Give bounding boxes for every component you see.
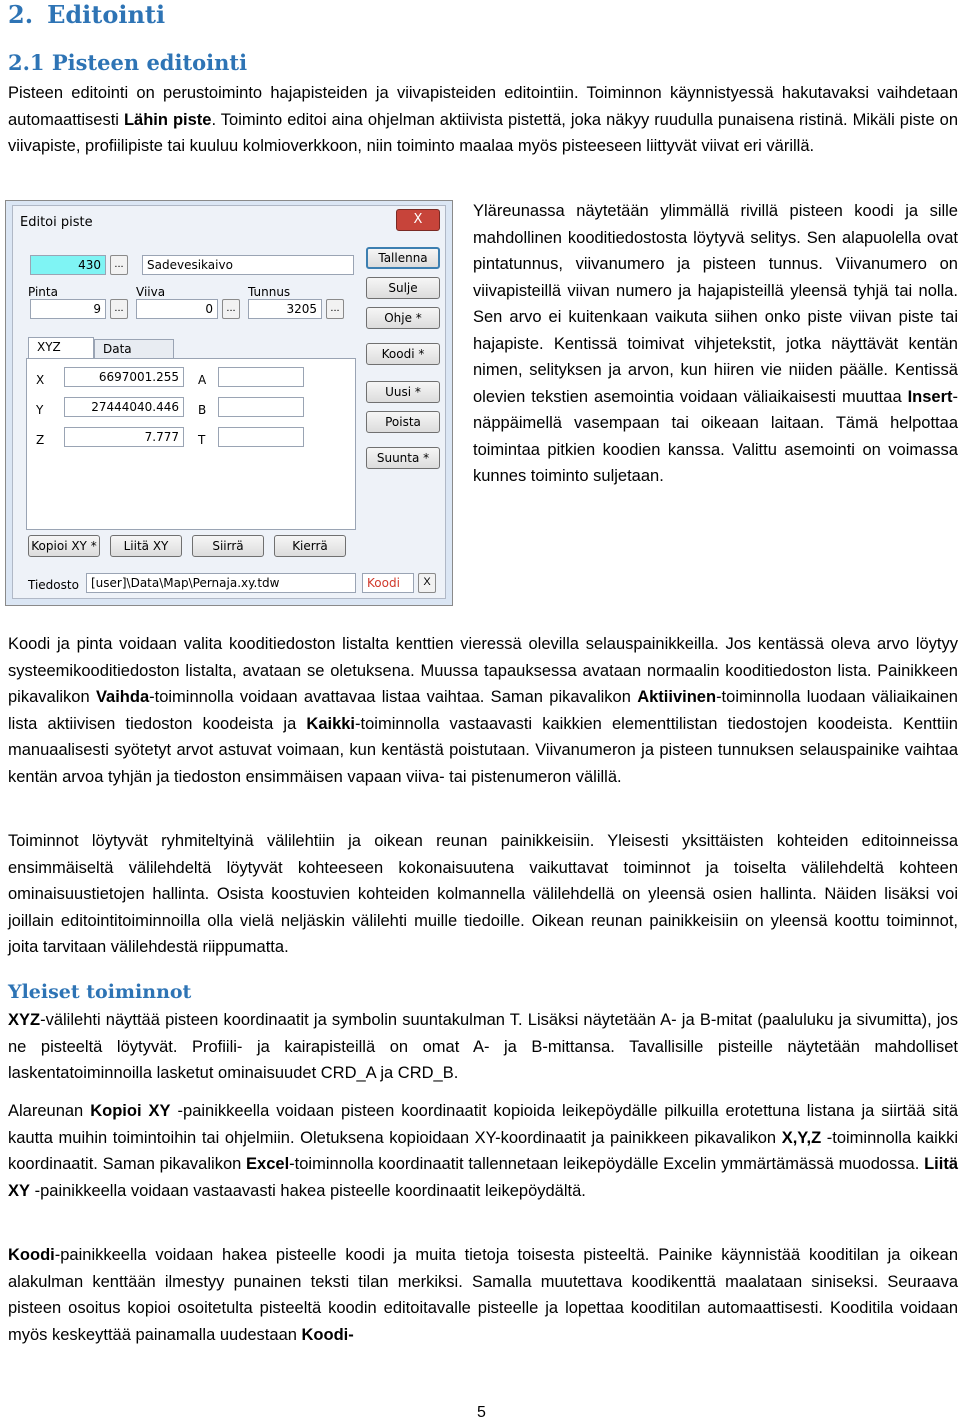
side-paragraph: Yläreunassa näytetään ylimmällä rivillä pisteen koodi ja sille mahdollinen kooditiedostosta löytyvä selitys. Sen alapuolella ovat pintatunnus, viivanumero ja pisteen tunnus. Viivanumero on viivapisteillä viivan numero ja hajapisteillä yleensä tyhjä tai nolla. Sen arvo ei kuitenkaan vaikuta siihen onko piste viivan piste tai hajapiste. Kentissä toimivat vihjetekstit, jotka näyttävät kentän nimen, selityksen ja arvon, kun hiiren vie niiden päälle. Kentissä olevien tekstien asemointia voidaan väliaikaisesti muuttaa Insert-näppäimellä vasempaan tai oikeaan laitaan. Tämä helpottaa toimintaa pitkien koodien kanssa. Valittu asemointi on voimassa kunnes toiminto suljetaan. [473, 202, 958, 485]
paragraph-code-selection: Koodi ja pinta voidaan valita kooditiedoston listalta kenttien vieressä olevilla selauspainikkeilla. Jos kentässä oleva arvo löytyy systeemikooditiedoston listalta, avataan se oletuksena. Muussa tapauksessa avataan normaalin kooditiedoston lista. Painikkeen pikavalikon Vaihda-toiminnolla voidaan avattavaa listaa vaihtaa. Saman pikavalikon Aktiivinen-toiminnolla luodaan väliaikainen lista aktiivisen tiedoston koodeista ja Kaikki-toiminnolla vastaavasti kaikkien elementtilistan tiedostojen koodeista. Kenttiin manuaalisesti syötetyt arvot astuvat voimaan, kun kentästä poistutaan. Viivanumeron ja pisteen tunnuksen selauspainike vaihtaa kentän arvoa tyhjän ja tiedoston ensimmäisen vapaan viiva- tai pistenumeron välillä. [8, 635, 958, 786]
direction-button[interactable]: Suunta * [366, 447, 440, 469]
z-label: Z [36, 433, 45, 447]
clear-mode-button[interactable]: X [418, 573, 436, 593]
page-number: 5 [477, 1404, 486, 1421]
y-input[interactable]: 27444040.446 [64, 397, 184, 417]
b-input[interactable] [218, 397, 304, 417]
dialog-title: Editoi piste [20, 215, 93, 230]
t-input[interactable] [218, 427, 304, 447]
tab-xyz[interactable]: XYZ [28, 337, 94, 359]
paragraph-code-button: Koodi-painikkeella voidaan hakea pisteelle koodi ja muita tietoja toisesta pisteeltä. Painike käynnistää kooditilan ja oikean alakulman kenttään ilmestyy punainen teksti tilan merkiksi. Samalla muutettava koodikenttä maalataan siniseksi. Seuraava pisteen osoitus kopioi osoitetulta pisteeltä koodin editoitavalle pisteelle ja lopettaa kooditilan automaattisesti. Kooditila voidaan myös keskeyttää painamalla uudestaan Koodi- [8, 1246, 958, 1344]
paragraph-xyz: XYZ-välilehti näyttää pisteen koordinaatit ja symbolin suuntakulman T. Lisäksi näytetään A- ja B-mitat (paaluluku ja sivumitta), jos ne pisteeltä löytyvät. Profiili- ja kairapisteillä on omat A- ja B-mittansa. Tavallisille pisteille näytetään mahdolliset laskentatoiminnoilla lasketut ominaisuudet CRD_A ja CRD_B. [8, 1011, 958, 1082]
x-input[interactable]: 6697001.255 [64, 367, 184, 387]
mode-indicator: Koodi [362, 573, 414, 593]
x-label: X [36, 373, 45, 387]
paragraph-copy-xy: Alareunan Kopioi XY -painikkeella voidaan pisteen koordinaatit kopioida leikepöydälle pilkuilla erotettuna listana ja siirtää sitä kautta muihin toimintoihin tai ohjelmiin. Oletuksena kopioidaan XY-koordinaatit ja painikkeen pikavalikon X,Y,Z -toiminnolla kaikki koordinaatit. Saman pikavalikon Excel-toiminnolla koordinaatit tallennetaan leikepöydälle Excelin ymmärtämässä muodossa. Liitä XY -painikkeella voidaan vastaavasti hakea pisteelle koordinaatit leikepöydältä. [8, 1102, 958, 1200]
tunnus-browse-button[interactable]: ... [326, 299, 344, 319]
viiva-input[interactable]: 0 [136, 299, 218, 319]
paragraph-tabs: Toiminnot löytyvät ryhmiteltyinä välilehtiin ja oikean reunan painikkeisiin. Yleisesti yksittäisten kohteiden editoinneissa ensimmäiseltä välilehdeltä löytyvät kohteeseen kokonaisuutena vaikuttavat toiminnot ja toiselta välilehdeltä kohteen ominaisuustietojen hallinta. Osista koostuvien kohteiden kolmannella välilehdellä on yleensä osien hallinta. Näiden lisäksi voi joillain editointitoiminnoilla olla vielä neljäskin välilehti muille tiedoille. Oikean reunan painikkeisiin on yleensä koottu toiminnot, joita tarvitaan välilehdestä riippumatta. [8, 832, 958, 956]
chapter-title: Editointi [47, 0, 166, 29]
rotate-button[interactable]: Kierrä [274, 535, 346, 557]
close-button[interactable]: Sulje [366, 277, 440, 299]
chapter-heading [8, 0, 179, 29]
tunnus-input[interactable]: 3205 [248, 299, 322, 319]
close-icon[interactable]: X [396, 209, 440, 231]
code-browse-button[interactable]: ... [110, 255, 128, 275]
code-button[interactable]: Koodi * [366, 343, 440, 365]
code-input[interactable]: 430 [30, 255, 106, 275]
b-label: B [198, 403, 207, 417]
tab-data[interactable]: Data [94, 339, 174, 361]
subsection-heading: Yleiset toiminnot [8, 981, 192, 1003]
code-description: Sadevesikaivo [142, 255, 354, 275]
paste-xy-button[interactable]: Liitä XY [110, 535, 182, 557]
y-label: Y [36, 403, 44, 417]
a-input[interactable] [218, 367, 304, 387]
chapter-number: 2. [8, 0, 34, 29]
file-path: [user]\Data\Map\Pernaja.xy.tdw [86, 573, 356, 593]
intro-paragraph: Pisteen editointi on perustoiminto hajapisteiden ja viivapisteiden editointiin. Toiminnon käynnistyessä hakutavaksi vaihdetaan automaattisesti Lähin piste. Toiminto editoi aina ohjelman aktiivista pistettä, joka näkyy ruudulla punaisena ristinä. Mikäli piste on viivapiste, profiilipiste tai kuuluu kolmioverkkoon, niin toiminto maalaa myös pisteeseen liittyvät viivat eri värillä. [8, 84, 958, 155]
z-input[interactable]: 7.777 [64, 427, 184, 447]
tunnus-label: Tunnus [248, 285, 291, 299]
pinta-browse-button[interactable]: ... [110, 299, 128, 319]
help-button[interactable]: Ohje * [366, 307, 440, 329]
file-label: Tiedosto [28, 578, 79, 592]
pinta-input[interactable]: 9 [30, 299, 106, 319]
move-button[interactable]: Siirrä [192, 535, 264, 557]
edit-point-dialog [5, 200, 453, 606]
a-label: A [198, 373, 207, 387]
viiva-label: Viiva [136, 285, 166, 299]
save-button[interactable]: Tallenna [366, 247, 440, 269]
t-label: T [198, 433, 206, 447]
section-heading: 2.1 Pisteen editointi [8, 50, 248, 75]
delete-button[interactable]: Poista [366, 411, 440, 433]
pinta-label: Pinta [28, 285, 58, 299]
viiva-browse-button[interactable]: ... [222, 299, 240, 319]
copy-xy-button[interactable]: Kopioi XY * [28, 535, 100, 557]
new-button[interactable]: Uusi * [366, 381, 440, 403]
